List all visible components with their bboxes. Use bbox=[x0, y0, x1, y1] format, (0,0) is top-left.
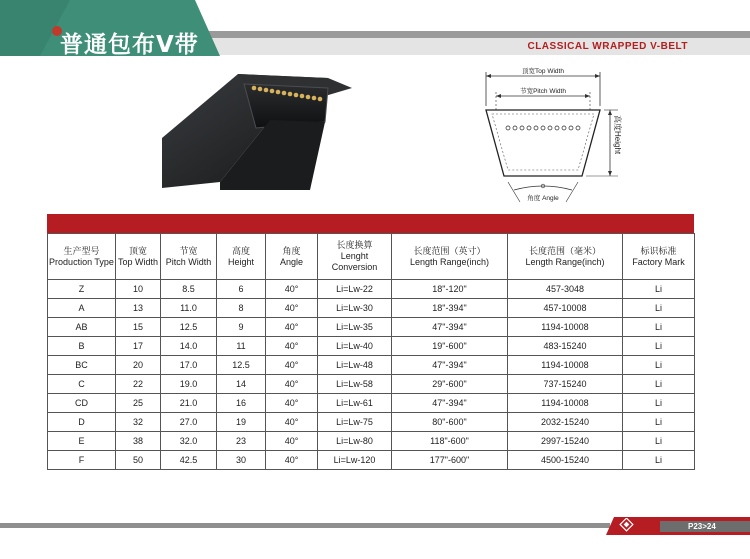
header-height: 高度 Height bbox=[217, 234, 266, 280]
page-number: P23>24 bbox=[688, 522, 716, 531]
table-row: AB 15 12.5 9 40° Li=Lw-35 47"-394" 1194-10008 Li bbox=[48, 318, 695, 337]
header-angle: 角度 Angle bbox=[266, 234, 318, 280]
table-row: C 22 19.0 14 40° Li=Lw-58 29"-600" 737-15240 Li bbox=[48, 375, 695, 394]
header-length-range-inch: 长度范围（英寸） Length Range(inch) bbox=[392, 234, 508, 280]
height-label: 高度Height bbox=[613, 115, 622, 155]
table-header-row bbox=[48, 234, 695, 280]
header-length-range-mm: 长度范围（毫米） Length Range(inch) bbox=[508, 234, 623, 280]
table-row: B 17 14.0 11 40° Li=Lw-40 19"-600" 483-15240 Li bbox=[48, 337, 695, 356]
cross-section-diagram bbox=[478, 62, 628, 210]
v-belt-image bbox=[160, 66, 375, 191]
page-title: 普通包布V带 bbox=[60, 32, 199, 58]
header-production-type: 生产型号 Production Type bbox=[48, 234, 116, 280]
table-row: E 38 32.0 23 40° Li=Lw-80 118"-600" 2997-15240 Li bbox=[48, 432, 695, 451]
spec-table bbox=[47, 214, 694, 470]
top-width-label: 顶宽Top Width bbox=[522, 68, 564, 75]
table-row: Z 10 8.5 6 40° Li=Lw-22 18"-120" 457-3048 Li bbox=[48, 280, 695, 299]
header-length-conversion: 长度换算 Lenght Conversion bbox=[318, 234, 392, 280]
table-row: BC 20 17.0 12.5 40° Li=Lw-48 47"-394" 1194-10008 Li bbox=[48, 356, 695, 375]
table-row: A 13 11.0 8 40° Li=Lw-30 18"-394" 457-10008 Li bbox=[48, 299, 695, 318]
header-top-width: 顶宽 Top Width bbox=[116, 234, 161, 280]
header-factory-mark: 标识标准 Factory Mark bbox=[623, 234, 695, 280]
header-pitch-width: 节宽 Pitch Width bbox=[161, 234, 217, 280]
table-row: D 32 27.0 19 40° Li=Lw-75 80"-600" 2032-15240 Li bbox=[48, 413, 695, 432]
pitch-width-label: 节宽Pitch Width bbox=[520, 88, 566, 95]
table-row: CD 25 21.0 16 40° Li=Lw-61 47"-394" 1194-10008 Li bbox=[48, 394, 695, 413]
page-subtitle: CLASSICAL WRAPPED V-BELT bbox=[527, 41, 688, 52]
table-red-band bbox=[47, 214, 694, 233]
brand-logo-icon bbox=[618, 518, 636, 534]
table-row: F 50 42.5 30 40° Li=Lw-120 177"-600" 4500-15240 Li bbox=[48, 451, 695, 470]
angle-label: 角度 Angle bbox=[527, 195, 559, 202]
footer-gray-line bbox=[0, 523, 610, 528]
